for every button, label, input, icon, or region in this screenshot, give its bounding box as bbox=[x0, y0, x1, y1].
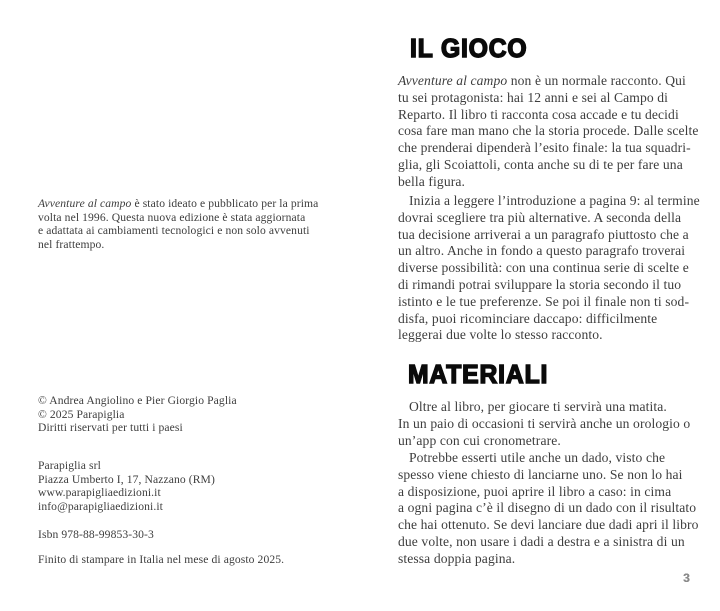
text-line: a ogni pagina c’è il disegno di un dado con il risultato bbox=[398, 500, 697, 516]
materials-paragraph-2 bbox=[398, 450, 699, 568]
text-line: Reparto. Il libro ti racconta cosa accade e tu decidi bbox=[398, 106, 679, 122]
text-line: nel frattempo. bbox=[38, 237, 105, 251]
printing-note: Finito di stampare in Italia nel mese di agosto 2025. bbox=[38, 553, 285, 566]
text-line: © 2025 Parapiglia bbox=[38, 407, 125, 421]
text-line: Avventure al campo non è un normale racconto. Qui bbox=[398, 73, 686, 88]
section-heading-materiali: MATERIALI bbox=[408, 360, 549, 389]
text-line: spesso viene chiesto di lanciarne uno. Se non lo hai bbox=[398, 466, 683, 482]
text-line: Parapiglia srl bbox=[38, 459, 101, 472]
text-line: volta nel 1996. Questa nuova edizione è stata aggiornata bbox=[38, 210, 306, 224]
text-line: Oltre al libro, per giocare ti servirà una matita. bbox=[409, 399, 667, 414]
text-line: Avventure al campo è stato ideato e pubblicato per la prima bbox=[38, 197, 319, 210]
text-line: In un paio di occasioni ti servirà anche un orologio o bbox=[398, 415, 691, 431]
right-page bbox=[360, 0, 720, 611]
text-line: e adattata ai cambiamenti tecnologici e non solo avvenuti bbox=[38, 224, 310, 238]
text-line: leggerai due volte lo stesso racconto. bbox=[398, 327, 603, 343]
text-line: Diritti riservati per tutti i paesi bbox=[38, 421, 183, 435]
text-line: Inizia a leggere l’introduzione a pagina 9: al termine bbox=[409, 193, 700, 208]
copyright-block bbox=[38, 394, 237, 435]
text-line: © Andrea Angiolino e Pier Giorgio Paglia bbox=[38, 394, 237, 407]
text-line: tu sei protagonista: hai 12 anni e sei al Campo di bbox=[398, 89, 669, 105]
text-line: bella figura. bbox=[398, 173, 465, 189]
text-line: Potrebbe esserti utile anche un dado, visto che bbox=[409, 450, 666, 465]
text-line: glia, gli Scoiattoli, conta anche su di te per fare una bbox=[398, 156, 683, 172]
text-line: dovrai scegliere tra più alternative. A seconda della bbox=[398, 209, 682, 225]
section-heading-il-gioco: IL GIOCO bbox=[410, 34, 528, 63]
text-line: a disposizione, puoi aprire il libro a caso: in cima bbox=[398, 483, 672, 499]
edition-note bbox=[38, 197, 318, 251]
text-line: tua decisione arriverai a un paragrafo piuttosto che a bbox=[398, 226, 689, 242]
text-line: che hai ottenuto. Se devi lanciare due dadi apri il libro bbox=[398, 517, 699, 533]
text-line: Piazza Umberto I, 17, Nazzano (RM) bbox=[38, 472, 215, 486]
game-paragraph-1 bbox=[398, 73, 699, 191]
publisher-address-block bbox=[38, 459, 215, 513]
text-line: istinto e le tue preferenze. Se poi il finale non ti sod- bbox=[398, 293, 690, 309]
text-line: disfa, puoi ricominciare daccapo: difficilmente bbox=[398, 310, 658, 326]
text-line: info@parapigliaedizioni.it bbox=[38, 499, 163, 513]
text-line: un’app con cui cronometrare. bbox=[398, 432, 561, 448]
text-line: due volte, non usare i dadi a destra e a sinistra di un bbox=[398, 533, 685, 549]
text-line: stessa doppia pagina. bbox=[398, 550, 516, 566]
text-line: che prenderai dipenderà l’esito finale: la tua squadri- bbox=[398, 140, 691, 156]
text-line: cosa fare man mano che la storia procede. Dalle scelte bbox=[398, 123, 699, 139]
text-line: un altro. Anche in fondo a questo paragrafo troverai bbox=[398, 243, 686, 259]
text-line: di rimandi potrai sviluppare la storia secondo il tuo bbox=[398, 276, 682, 292]
materials-paragraph-1 bbox=[398, 399, 690, 449]
isbn-line: Isbn 978-88-99853-30-3 bbox=[38, 528, 154, 541]
text-line: diverse possibilità: con una continua serie di scelte e bbox=[398, 260, 689, 276]
text-line: www.parapigliaedizioni.it bbox=[38, 486, 161, 500]
game-paragraph-2 bbox=[398, 193, 700, 344]
page-number: 3 bbox=[683, 571, 690, 585]
